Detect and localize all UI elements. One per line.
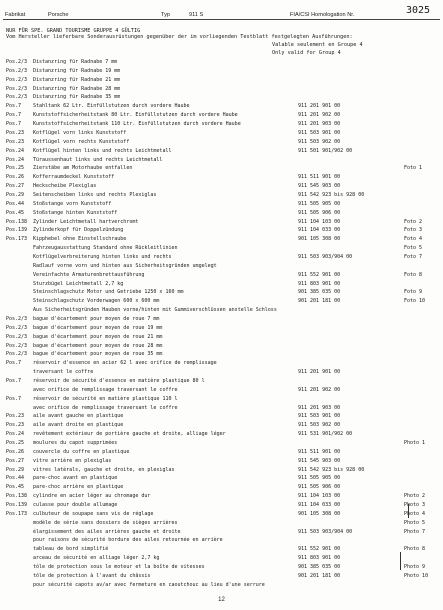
- position-code: Pos.29: [6, 466, 25, 473]
- manufacturer-label: Fabrikat: [5, 12, 26, 18]
- item-description: Distanzring für Radnabe 7 mm: [33, 59, 118, 65]
- part-number: 911 503 902 00: [298, 422, 341, 429]
- position-code: Pos.2/3: [6, 85, 28, 92]
- list-item: [0, 289, 443, 296]
- homologation-number: 3025: [406, 5, 431, 16]
- photo-reference: Foto 3: [404, 227, 423, 234]
- item-description: réservoir d'essence en acier 62 l avec orifice de remplissage: [33, 360, 217, 367]
- part-number: 911 503 902 00: [298, 138, 341, 145]
- list-item: [0, 334, 443, 341]
- item-description: Zylinderkopf für Doppelzündung: [33, 227, 124, 234]
- item-description: couvercle du coffre en plastique: [33, 448, 130, 455]
- part-number: 911 803 901 00: [298, 280, 341, 287]
- list-item: [0, 183, 443, 190]
- position-code: Pos.7: [6, 121, 22, 127]
- photo-reference: Foto 9: [404, 289, 423, 296]
- part-number: 911 545 903 00: [298, 457, 341, 464]
- position-code: Pos.25: [6, 165, 25, 172]
- list-item: [0, 254, 443, 261]
- item-description: Seitenscheiben links und rechts Plexiglas: [33, 191, 157, 198]
- list-item: [0, 94, 443, 101]
- part-number: 911 503 901 00: [298, 129, 341, 136]
- item-description: Türaussenhaut links und rechts Leichtmetall: [33, 156, 163, 163]
- photo-reference: Photo 10: [404, 572, 429, 579]
- list-item: [0, 343, 443, 350]
- position-code: Pos.24: [6, 431, 25, 438]
- position-code: Pos.2/3: [6, 94, 28, 101]
- list-item: [0, 227, 443, 234]
- position-code: Pos.23: [6, 138, 25, 145]
- item-description: Kotflügel vorn links Kunststoff: [33, 129, 127, 136]
- photo-reference: Photo 5: [404, 519, 426, 526]
- position-code: Pos.44: [6, 200, 25, 207]
- part-number: 911 201 902 00: [298, 386, 341, 393]
- item-description: Kipphebel ohne Einstellschraube: [33, 236, 127, 243]
- position-code: Pos.44: [6, 475, 25, 482]
- item-description: Distanzring für Radnabe 35 mm: [33, 94, 121, 101]
- item-description: Zierstäbe am Motorhaube entfallen: [33, 165, 133, 172]
- part-number: 911 501 901/902 00: [298, 147, 353, 154]
- photo-reference: Foto 10: [404, 298, 426, 305]
- photo-reference: Foto 1: [404, 165, 423, 172]
- list-item: [0, 396, 443, 403]
- part-number: 911 201 901 00: [298, 369, 341, 376]
- list-item: [0, 245, 443, 252]
- item-description: avec orifice de remplissage traversant le coffre: [33, 386, 178, 393]
- item-description: Kotflügel hinten links und rechts Leichtmetall: [33, 147, 172, 154]
- item-description: élargissement des ailes arrières gauche et droite: [33, 528, 181, 535]
- photo-reference: Photo 4: [404, 510, 426, 517]
- list-item: [0, 148, 443, 155]
- item-description: Kotflügelverbreiterung hinten links und rechts: [33, 253, 172, 260]
- list-item: [0, 236, 443, 243]
- position-code: Pos.24: [6, 147, 25, 154]
- list-item: [0, 139, 443, 146]
- position-code: Pos.173: [6, 510, 28, 517]
- photo-reference: Foto 5: [404, 245, 423, 252]
- list-item: [0, 449, 443, 456]
- item-description: traversant le coffre: [33, 369, 94, 376]
- item-description: moulures du capot supprimées: [33, 440, 118, 446]
- list-item: [0, 77, 443, 84]
- list-item: [0, 103, 443, 110]
- intro-line-2: Vom Hersteller lieferbare Sonderausrüstungen gegenüber der im vorliegenden Testblatt festgelegten Ausführungen:: [6, 34, 353, 40]
- item-description: Steinschlagschutz Vorderwagen 600 x 600 mm: [33, 298, 160, 305]
- item-description: Kofferraumdeckel Kunststoff: [33, 174, 115, 181]
- part-number: 901 105 308 00: [298, 236, 341, 243]
- position-code: Pos.2/3: [6, 76, 28, 83]
- position-code: Pos.2/3: [6, 351, 28, 358]
- list-item: [0, 458, 443, 465]
- list-item: [0, 582, 443, 589]
- part-number: 911 505 906 00: [298, 484, 341, 491]
- list-item: [0, 351, 443, 358]
- list-item: [0, 431, 443, 438]
- item-description: vitre arrière en plexiglas: [33, 457, 112, 464]
- position-code: Pos.7: [6, 378, 22, 384]
- item-description: Stoßstange vorn Kunststoff: [33, 200, 112, 207]
- position-code: Pos.23: [6, 413, 25, 420]
- item-description: bague d'écartement pour moyen de roue 35 mm: [33, 351, 163, 358]
- photo-reference: Foto 8: [404, 271, 423, 278]
- list-item: [0, 121, 443, 128]
- item-description: tôle de protection à l'avant du châssis: [33, 572, 151, 579]
- part-number: 911 104 103 00: [298, 218, 341, 225]
- item-description: réservoir de sécurité en matière plastique 110 l: [33, 395, 178, 402]
- item-description: avec orifice de remplissage traversant le coffre: [33, 404, 178, 411]
- list-item: [0, 157, 443, 164]
- photo-reference: Photo 7: [404, 528, 426, 535]
- position-code: Pos.27: [6, 183, 25, 189]
- part-number: 911 505 906 00: [298, 209, 341, 216]
- part-number: 911 552 901 00: [298, 546, 341, 553]
- part-number: 911 542 923 bis 928 00: [298, 466, 365, 473]
- part-number: 911 552 901 00: [298, 271, 341, 278]
- manufacturer-value: Porsche: [48, 12, 69, 18]
- part-number: 911 503 903/904 00: [298, 253, 353, 260]
- homologation-header: [3, 5, 440, 20]
- part-number: 911 545 903 00: [298, 183, 341, 189]
- item-description: Heckscheibe Plexiglas: [33, 183, 97, 189]
- photo-reference: Foto 2: [404, 218, 423, 225]
- list-item: [0, 467, 443, 474]
- list-item: [0, 192, 443, 199]
- item-description: Vereinfachte Armaturenbrettausführung: [33, 271, 145, 278]
- item-description: Aus Sicherheitsgründen Hauben vorne/hinten mit Gummiverschlüssen anstelle Schloss: [33, 307, 277, 314]
- item-description: pare-choc avant en plastique: [33, 475, 118, 482]
- list-item: [0, 529, 443, 536]
- position-code: Pos.23: [6, 129, 25, 136]
- list-item: [0, 307, 443, 314]
- position-code: Pos.27: [6, 457, 25, 464]
- position-code: Pos.2/3: [6, 342, 28, 349]
- position-code: Pos.26: [6, 174, 25, 181]
- list-item: [0, 263, 443, 270]
- item-description: modèle de série sans dossiers de sièges arrières: [33, 519, 178, 526]
- position-code: Pos.2/3: [6, 67, 28, 74]
- item-description: Kotflügel vorn rechts Kunststoff: [33, 138, 130, 145]
- item-description: vitres latérals, gauche et droite, en plexiglas: [33, 466, 175, 473]
- page-number: 12: [218, 597, 225, 603]
- part-number: 901 385 035 00: [298, 564, 341, 570]
- photo-reference: Photo 3: [404, 502, 426, 508]
- position-code: Pos.23: [6, 422, 25, 429]
- position-code: Pos.7: [6, 103, 22, 110]
- homologation-label: FIA/CSI Homologation Nr.: [290, 12, 355, 18]
- list-item: [0, 281, 443, 288]
- position-code: Pos.2/3: [6, 315, 28, 322]
- photo-reference: Photo 9: [404, 564, 426, 570]
- list-item: [0, 564, 443, 571]
- part-number: 911 505 905 00: [298, 475, 341, 482]
- margin-bracket: [400, 552, 401, 570]
- validity-note-en: Only valid for Group 4: [272, 50, 341, 56]
- position-code: Pos.7: [6, 360, 22, 367]
- list-item: [0, 511, 443, 518]
- part-number: 911 503 903/904 00: [298, 528, 353, 535]
- intro-line-1: NUR FÜR SPE. GRAND TOURISME GRUPPE 4 GÜLTIG: [6, 28, 141, 34]
- list-item: [0, 68, 443, 75]
- list-item: [0, 316, 443, 323]
- list-item: [0, 165, 443, 172]
- list-item: [0, 440, 443, 447]
- item-description: pare-choc arrière en plastique: [33, 484, 124, 491]
- part-number: 911 511 901 00: [298, 174, 341, 181]
- photo-reference: Foto 4: [404, 236, 423, 243]
- list-item: [0, 520, 443, 527]
- part-number: 911 201 903 00: [298, 121, 341, 127]
- item-description: réservoir de sécurité d'essence en matière plastique 80 l: [33, 378, 205, 384]
- list-item: [0, 405, 443, 412]
- position-code: Pos.24: [6, 156, 25, 163]
- item-description: Radlauf vorne vorn und hinten aus Sicherheitsgründen umgelegt: [33, 262, 217, 269]
- photo-reference: Photo 2: [404, 493, 426, 500]
- list-item: [0, 272, 443, 279]
- item-description: aile avant gauche en plastique: [33, 413, 124, 420]
- list-item: [0, 369, 443, 376]
- item-description: Distanzring für Radnabe 19 mm: [33, 67, 121, 74]
- part-number: 911 503 901 00: [298, 413, 341, 420]
- item-description: Fahrzeugausstattung Standard ohne Rückleitlinien: [33, 245, 178, 252]
- list-item: [0, 360, 443, 367]
- margin-bracket: [408, 504, 409, 518]
- list-item: [0, 537, 443, 544]
- item-description: pour sécurité capots av/ar avec fermeture en caoutchouc au lieu d'une serrure: [33, 581, 265, 588]
- item-description: bague d'écartement pour moyen de roue 28 mm: [33, 342, 163, 349]
- item-description: Stahltank 62 Ltr. Einfüllstutzen durch vordere Haube: [33, 103, 190, 110]
- list-item: [0, 112, 443, 119]
- item-description: bague d'écartement pour moyen de roue 7 mm: [33, 315, 160, 322]
- item-description: tableau de bord simplifié: [33, 546, 109, 553]
- list-item: [0, 298, 443, 305]
- list-item: [0, 493, 443, 500]
- item-description: Steinschlagschutz Motor und Getriebe 1250 x 160 mm: [33, 289, 184, 296]
- item-description: Distanzring für Radnabe 28 mm: [33, 85, 121, 92]
- position-code: Pos.45: [6, 484, 25, 491]
- list-item: [0, 413, 443, 420]
- part-number: 911 201 901 00: [298, 103, 341, 110]
- item-description: revêtement extérieur de portière gauche et droite, alliage léger: [33, 431, 226, 438]
- position-code: Pos.2/3: [6, 333, 28, 340]
- list-item: [0, 219, 443, 226]
- list-item: [0, 210, 443, 217]
- list-item: [0, 325, 443, 332]
- part-number: 911 531 901/902 00: [298, 431, 353, 438]
- part-number: 901 385 035 00: [298, 289, 341, 296]
- item-description: culasse pour double allumage: [33, 502, 118, 508]
- list-item: [0, 484, 443, 491]
- part-number: 901 201 181 00: [298, 572, 341, 579]
- list-item: [0, 475, 443, 482]
- part-number: 911 803 901 00: [298, 555, 341, 562]
- position-code: Pos.2/3: [6, 59, 28, 65]
- photo-reference: Foto 7: [404, 253, 423, 260]
- type-label: Typ: [161, 12, 171, 18]
- position-code: Pos.138: [6, 493, 28, 500]
- item-description: Kunststoffsicherheitstank 110 Ltr. Einfüllstutzen durch vordere Haube: [33, 121, 241, 127]
- type-value: 911 S: [189, 12, 204, 18]
- list-item: [0, 387, 443, 394]
- part-number: 911 201 903 00: [298, 404, 341, 411]
- part-number: 911 505 905 00: [298, 200, 341, 207]
- position-code: Pos.29: [6, 191, 25, 198]
- list-item: [0, 378, 443, 385]
- validity-note-de: Valable seulement en Groupe 4: [272, 42, 363, 48]
- part-number: 911 511 901 00: [298, 448, 341, 455]
- list-item: [0, 573, 443, 580]
- item-description: Kunststoffsicherheitstank 80 Ltr. Einfüllstutzen durch vordere Haube: [33, 112, 238, 119]
- item-description: aile avant droite en plastique: [33, 422, 124, 429]
- list-item: [0, 130, 443, 137]
- position-code: Pos.139: [6, 502, 28, 508]
- part-number: 911 104 033 00: [298, 502, 341, 508]
- position-code: Pos.26: [6, 448, 25, 455]
- photo-reference: Photo 8: [404, 546, 426, 553]
- list-item: [0, 201, 443, 208]
- position-code: Pos.25: [6, 440, 25, 446]
- item-description: pour raisons de sécurité bordure des ailes retournée en arrière: [33, 537, 223, 544]
- item-description: tôle de protection sous le moteur et la boîte de vitesses: [33, 564, 205, 570]
- position-code: Pos.2/3: [6, 324, 28, 331]
- item-description: cylindre en acier léger au chromage dur: [33, 493, 151, 500]
- part-number: 901 105 308 00: [298, 510, 341, 517]
- item-description: bague d'écartement pour moyen de roue 21 mm: [33, 333, 163, 340]
- item-description: Stoßstange hinten Kunststoff: [33, 209, 118, 216]
- position-code: Pos.173: [6, 236, 28, 243]
- position-code: Pos.7: [6, 395, 22, 402]
- position-code: Pos.7: [6, 112, 22, 119]
- position-code: Pos.45: [6, 209, 25, 216]
- part-number: 911 201 902 00: [298, 112, 341, 119]
- list-item: [0, 502, 443, 509]
- part-number: 911 542 923 bis 928 00: [298, 191, 365, 198]
- position-code: Pos.138: [6, 218, 28, 225]
- list-item: [0, 555, 443, 562]
- item-description: culbuteur de soupape sans vis de réglage: [33, 510, 154, 517]
- item-description: Zylinder Leichtmetall hartverchromt: [33, 218, 139, 225]
- header-rule: [3, 19, 440, 20]
- list-item: [0, 174, 443, 181]
- item-description: Sturzbügel Leichtmetall 2,7 kg: [33, 280, 124, 287]
- part-number: 911 104 103 00: [298, 493, 341, 500]
- item-description: bague d'écartement pour moyen de roue 19 mm: [33, 324, 163, 331]
- part-number: 911 104 033 00: [298, 227, 341, 234]
- item-description: Distanzring für Radnabe 21 mm: [33, 76, 121, 83]
- list-item: [0, 86, 443, 93]
- position-code: Pos.139: [6, 227, 28, 234]
- part-number: 901 201 181 00: [298, 298, 341, 305]
- list-item: [0, 546, 443, 553]
- list-item: [0, 59, 443, 66]
- list-item: [0, 422, 443, 429]
- item-description: arceau de sécurité en alliage léger 2,7 kg: [33, 555, 160, 562]
- photo-reference: Photo 1: [404, 440, 426, 446]
